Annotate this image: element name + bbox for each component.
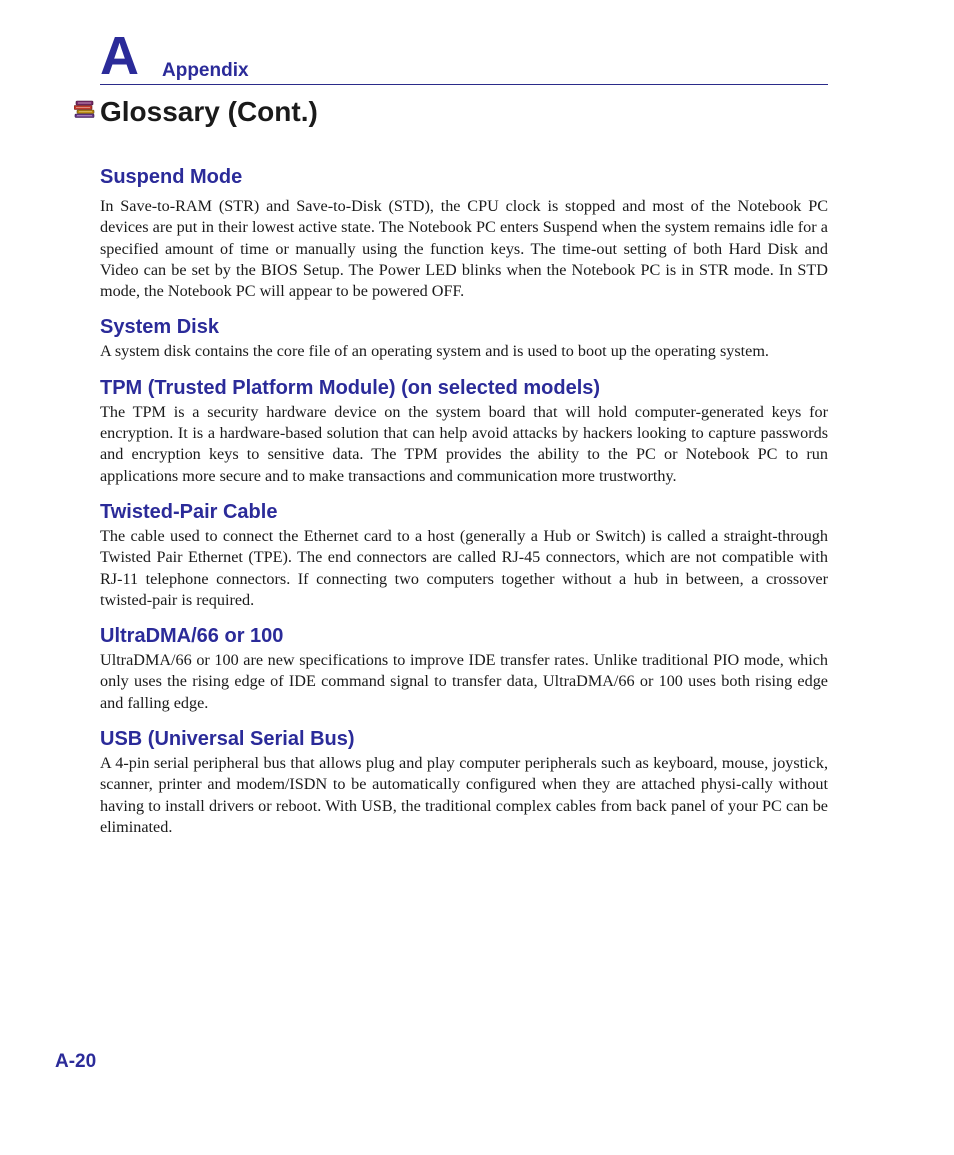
- glossary-term: System Disk: [100, 316, 219, 339]
- page-title: Glossary (Cont.): [100, 96, 318, 127]
- glossary-entry-ultradma: [100, 622, 828, 714]
- glossary-entry-system-disk: [100, 313, 828, 362]
- glossary-definition: The cable used to connect the Ethernet card to a host (generally a Hub or Switch) is called a straight-through Twisted Pair Ethernet (TPE). The end connectors are called RJ-45 connectors, which are not compatible with RJ-11 telephone connectors. If connecting two computers together without a hub in between, a crossover twisted-pair is required.: [100, 526, 828, 609]
- glossary-definition: A system disk contains the core file of an operating system and is used to boot up the operating system.: [100, 342, 769, 361]
- glossary-term: Suspend Mode: [100, 166, 243, 188]
- glossary-entry-tpm: [100, 374, 828, 487]
- glossary-term: TPM (Trusted Platform Module) (on selected models): [100, 376, 601, 399]
- glossary-entry-usb: [100, 725, 828, 838]
- glossary-term: Twisted-Pair Cable: [100, 500, 278, 523]
- page-number: A-20: [55, 1051, 97, 1072]
- glossary-definition: In Save-to-RAM (STR) and Save-to-Disk (STD), the CPU clock is stopped and most of the Notebook PC devices are put in their lowest active state. The Notebook PC enters Suspend when the system remains idle for a specified amount of time or manually using the function keys. The time-out setting of both Hard Disk and Video can be set by the BIOS Setup. The Power LED blinks when the Notebook PC is in STR mode. In STD mode, the Notebook PC will appear to be powered OFF.: [100, 197, 828, 301]
- chapter-name: Appendix: [162, 60, 249, 81]
- glossary-term: USB (Universal Serial Bus): [100, 728, 355, 751]
- glossary-entry-suspend-mode: [100, 163, 828, 302]
- glossary-definition: A 4-pin serial peripheral bus that allows plug and play computer peripherals such as keyboard, mouse, joystick, scanner, printer and modem/ISDN to be automatically configured when they are attached physi-cally without having to install drivers or reboot. With USB, the traditional complex cables from back panel of your PC can be eliminated.: [100, 754, 828, 836]
- glossary-definition: UltraDMA/66 or 100 are new specifications to improve IDE transfer rates. Unlike traditional PIO mode, which only uses the rising edge of IDE command signal to transfer data, UltraDMA/66 or 100 uses both rising edge and falling edge.: [100, 651, 828, 712]
- glossary-definition: The TPM is a security hardware device on the system board that will hold computer-generated keys for encryption. It is a hardware-based solution that can help avoid attacks by hackers looking to capture passwords and encryption keys to sensitive data. The TPM provides the ability to the PC or Notebook PC to run applications more secure and to make transactions and communication more trustworthy.: [100, 402, 828, 485]
- glossary-entry-twisted-pair-cable: [100, 498, 828, 611]
- glossary-content: [100, 163, 828, 838]
- book-stack-icon: [74, 100, 96, 118]
- chapter-header: [100, 26, 828, 86]
- chapter-letter: A: [100, 26, 139, 86]
- glossary-term: UltraDMA/66 or 100: [100, 625, 284, 648]
